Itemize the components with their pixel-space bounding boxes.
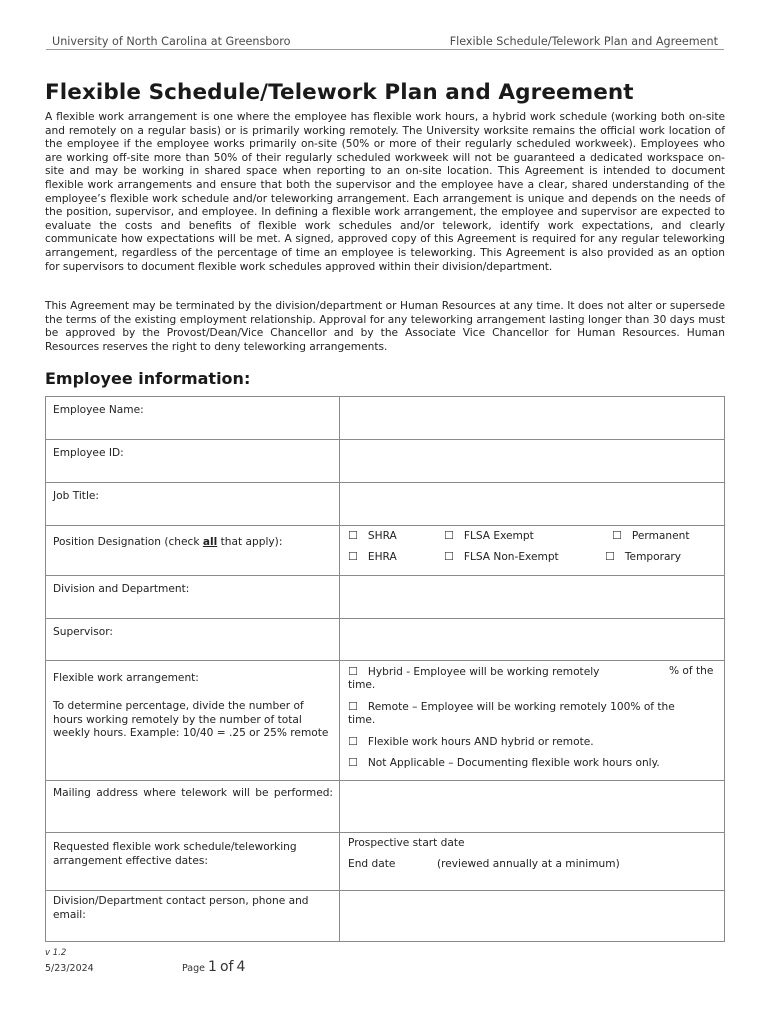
- checkbox-shra[interactable]: ☐ SHRA: [348, 529, 397, 542]
- row-employee-id: [46, 440, 724, 483]
- row-flexible-work-arrangement: [46, 661, 724, 781]
- header-institution: University of North Carolina at Greensboro: [52, 35, 291, 48]
- contact-person-label: Division/Department contact person, phone and email:: [53, 895, 309, 921]
- mailing-address-field[interactable]: [340, 781, 724, 832]
- job-title-field[interactable]: [340, 483, 724, 525]
- row-job-title: [46, 483, 724, 526]
- employee-name-label: Employee Name:: [53, 404, 144, 416]
- end-date-label[interactable]: End date: [348, 858, 396, 870]
- flexible-arrangement-label: Flexible work arrangement:: [53, 672, 199, 684]
- supervisor-label: Supervisor:: [53, 626, 113, 638]
- contact-person-field[interactable]: [340, 891, 724, 942]
- row-position-designation: [46, 526, 724, 576]
- checkbox-remote[interactable]: ☐ Remote – Employee will be working remotely 100% of the: [348, 700, 675, 713]
- checkbox-permanent[interactable]: ☐ Permanent: [612, 529, 690, 542]
- employee-id-field[interactable]: [340, 440, 724, 482]
- checkbox-hybrid[interactable]: ☐ Hybrid - Employee will be working remotely: [348, 665, 600, 678]
- row-division-department: [46, 576, 724, 619]
- footer-date: 5/23/2024: [45, 963, 94, 974]
- effective-dates-label: Requested flexible work schedule/teleworking arrangement effective dates:: [53, 841, 297, 867]
- row-mailing-address: [46, 781, 724, 833]
- version-label: v 1.2: [45, 948, 67, 958]
- termination-paragraph: This Agreement may be terminated by the division/department or Human Resources at any time. It does not alter or supersede the terms of the existing employment relationship. Approval for any teleworking arrangement lasting longer than 30 days must be approved by the Provost/Dean/Vice Chancellor and by the Associate Vice Chancellor for Human Resources. Human Resources reserves the right to deny teleworking arrangements.: [45, 300, 725, 353]
- supervisor-field[interactable]: [340, 619, 724, 660]
- checkbox-flsa-exempt[interactable]: ☐ FLSA Exempt: [444, 529, 534, 542]
- checkbox-ehra[interactable]: ☐ EHRA: [348, 550, 397, 563]
- employee-name-field[interactable]: [340, 397, 724, 439]
- row-contact-person: [46, 891, 724, 942]
- row-effective-dates: [46, 833, 724, 891]
- section-heading-employee-information: Employee information:: [45, 369, 251, 388]
- job-title-label: Job Title:: [53, 490, 99, 502]
- hybrid-percent-suffix: % of the: [669, 665, 714, 677]
- page-header: [46, 34, 724, 50]
- mailing-address-label: Mailing address where telework will be performed:: [53, 787, 333, 799]
- checkbox-flexible-hours[interactable]: ☐ Flexible work hours AND hybrid or remote.: [348, 735, 594, 748]
- header-document-title: Flexible Schedule/Telework Plan and Agreement: [449, 35, 718, 48]
- remote-time-text: time.: [348, 714, 376, 726]
- division-department-label: Division and Department:: [53, 583, 190, 595]
- employee-id-label: Employee ID:: [53, 447, 124, 459]
- reviewed-annually-note: (reviewed annually at a minimum): [437, 858, 620, 870]
- division-department-field[interactable]: [340, 576, 724, 618]
- prospective-start-date-label[interactable]: Prospective start date: [348, 837, 465, 849]
- position-designation-label: Position Designation (check all that apply):: [53, 536, 283, 548]
- page-number: Page 1 of 4: [182, 959, 246, 975]
- checkbox-flsa-non-exempt[interactable]: ☐ FLSA Non-Exempt: [444, 550, 559, 563]
- checkbox-not-applicable[interactable]: ☐ Not Applicable – Documenting flexible work hours only.: [348, 756, 660, 769]
- employee-information-table: [45, 396, 725, 942]
- document-title: Flexible Schedule/Telework Plan and Agreement: [45, 80, 634, 105]
- checkbox-temporary[interactable]: ☐ Temporary: [605, 550, 682, 563]
- row-employee-name: [46, 397, 724, 440]
- hybrid-time-text: time.: [348, 679, 376, 691]
- row-supervisor: [46, 619, 724, 661]
- intro-paragraph: A flexible work arrangement is one where the employee has flexible work hours, a hybrid work schedule (working both on-site and remotely on a regular basis) or is primarily working remotely. The University worksite remains the official work location of the employee if the employee works primarily on-site (50% or more of their regularly scheduled workweek). Employees who are working off-site more than 50% of their regularly scheduled workweek will not be guaranteed a dedicated workspace on-site and may be working in shared space when reporting to an on-site location. This Agreement is intended to document flexible work arrangements and ensure that both the supervisor and the employee have a clear, shared understanding of the employee’s flexible work schedule and/or teleworking arrangement. Each arrangement is unique and depends on the needs of the position, supervisor, and employee. In defining a flexible work arrangement, the employee and supervisor are expected to evaluate the costs and benefits of flexible work schedules and/or telework, identify work expectations, and clearly communicate how expectations will be met. A signed, approved copy of this Agreement is required for any regular teleworking arrangement, regardless of the percentage of time an employee is teleworking. This Agreement is also provided as an option for supervisors to document flexible work schedules approved within their division/department.: [45, 111, 725, 273]
- percentage-help-text: To determine percentage, divide the number of hours working remotely by the number of total weekly hours. Example: 10/40 = .25 or 25% remote: [53, 700, 329, 740]
